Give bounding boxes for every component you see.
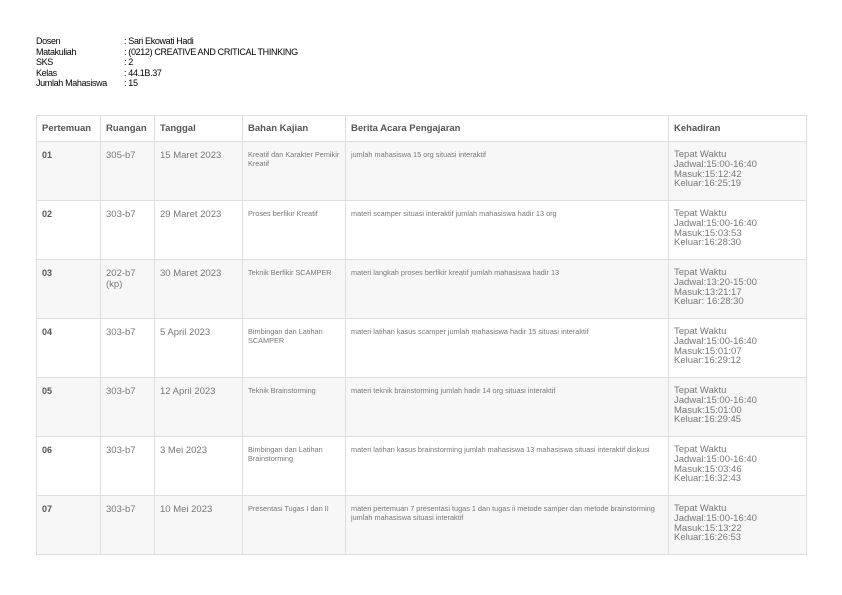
table-row — [37, 437, 807, 496]
pertemuan-text: 02 — [42, 209, 53, 219]
bahan-text: Teknik Berfikir SCAMPER — [248, 268, 332, 277]
kehadiran-masuk: Masuk:15:12:42 — [674, 168, 742, 180]
table-row — [37, 319, 807, 378]
berita-text: materi latihan kasus brainstorming jumlah mahasiswa 13 mahasiswa situasi interaktif diskusi — [351, 445, 650, 454]
sks-label: SKS — [36, 57, 53, 68]
cell-tanggal — [155, 378, 243, 437]
berita-text: materi scamper situasi interaktif jumlah mahasiswa hadir 13 org — [351, 209, 557, 218]
cell-tanggal — [155, 142, 243, 201]
cell-kehadiran — [669, 260, 807, 319]
matakuliah-value: : (0212) CREATIVE AND CRITICAL THINKING — [124, 46, 298, 57]
cell-berita-acara — [346, 260, 669, 319]
cell-berita-acara — [346, 201, 669, 260]
table-row — [37, 201, 807, 260]
jumlah-mahasiswa-label: Jumlah Mahasiswa — [36, 78, 107, 89]
kehadiran-status: Tepat Waktu — [674, 208, 727, 219]
cell-pertemuan — [37, 319, 101, 378]
kehadiran-masuk: Masuk:15:03:46 — [674, 463, 742, 475]
cell-ruangan — [101, 142, 155, 201]
cell-tanggal — [155, 437, 243, 496]
kehadiran-jadwal: Jadwal:15:00-16:40 — [674, 158, 757, 170]
kehadiran-jadwal: Jadwal:13:20-15:00 — [674, 276, 757, 288]
berita-text: materi latihan kasus scamper jumlah mahasiswa hadir 15 situasi interaktif — [351, 327, 589, 336]
cell-pertemuan — [37, 260, 101, 319]
kelas-label: Kelas — [36, 67, 57, 78]
kehadiran-keluar: Keluar: 16:28:30 — [674, 296, 744, 308]
cell-bahan-kajian — [243, 496, 346, 555]
cell-berita-acara — [346, 319, 669, 378]
cell-kehadiran — [669, 319, 807, 378]
info-row-dosen — [36, 36, 298, 47]
cell-berita-acara — [346, 378, 669, 437]
header-ruangan: Ruangan — [101, 116, 155, 142]
tanggal-text: 5 April 2023 — [160, 327, 211, 338]
table-row — [37, 496, 807, 555]
cell-ruangan — [101, 437, 155, 496]
berita-text: materi langkah proses berfikir kreatif jumlah mahasiswa hadir 13 — [351, 268, 560, 277]
cell-kehadiran — [669, 437, 807, 496]
kehadiran-masuk: Masuk:15:01:00 — [674, 404, 742, 416]
cell-bahan-kajian — [243, 319, 346, 378]
bahan-text: Bimbingan dan Latihan Brainstorming — [248, 445, 323, 464]
kehadiran-keluar: Keluar:16:26:53 — [674, 532, 742, 544]
kehadiran-status: Tepat Waktu — [674, 267, 727, 278]
cell-bahan-kajian — [243, 437, 346, 496]
tanggal-text: 30 Maret 2023 — [160, 268, 222, 279]
kehadiran-keluar: Keluar:16:29:45 — [674, 414, 742, 426]
kehadiran-status: Tepat Waktu — [674, 503, 727, 514]
info-row-kelas — [36, 68, 298, 79]
table-row — [37, 260, 807, 319]
table-row — [37, 142, 807, 201]
pertemuan-text: 04 — [42, 327, 53, 337]
kehadiran-status: Tepat Waktu — [674, 326, 727, 337]
cell-pertemuan — [37, 201, 101, 260]
ruangan-text: 303-b7 — [106, 504, 136, 515]
kehadiran-keluar: Keluar:16:29:12 — [674, 355, 742, 367]
tanggal-text: 15 Maret 2023 — [160, 150, 222, 161]
cell-pertemuan — [37, 378, 101, 437]
pertemuan-text: 03 — [42, 268, 53, 278]
kehadiran-status: Tepat Waktu — [674, 444, 727, 455]
bahan-text: Bimbingan dan Latihan SCAMPER — [248, 327, 323, 346]
kehadiran-jadwal: Jadwal:15:00-16:40 — [674, 453, 757, 465]
cell-berita-acara — [346, 437, 669, 496]
tanggal-text: 29 Maret 2023 — [160, 209, 222, 220]
kehadiran-masuk: Masuk:15:13:22 — [674, 522, 742, 534]
sks-value: : 2 — [124, 57, 133, 68]
cell-bahan-kajian — [243, 378, 346, 437]
cell-ruangan — [101, 319, 155, 378]
kelas-value: : 44.1B.37 — [124, 67, 162, 78]
cell-ruangan — [101, 378, 155, 437]
dosen-label: Dosen — [36, 36, 61, 46]
cell-tanggal — [155, 319, 243, 378]
tanggal-text: 3 Mei 2023 — [160, 445, 208, 456]
cell-kehadiran — [669, 201, 807, 260]
kehadiran-status: Tepat Waktu — [674, 385, 727, 396]
matakuliah-label: Matakuliah — [36, 46, 77, 57]
cell-kehadiran — [669, 142, 807, 201]
info-row-sks — [36, 57, 298, 68]
pertemuan-text: 05 — [42, 386, 53, 396]
kehadiran-jadwal: Jadwal:15:00-16:40 — [674, 335, 757, 347]
cell-ruangan — [101, 260, 155, 319]
cell-tanggal — [155, 201, 243, 260]
pertemuan-text: 07 — [42, 504, 53, 514]
cell-ruangan — [101, 496, 155, 555]
cell-bahan-kajian — [243, 201, 346, 260]
cell-ruangan — [101, 201, 155, 260]
pertemuan-text: 06 — [42, 445, 53, 455]
header-berita-acara: Berita Acara Pengajaran — [346, 116, 669, 142]
table-header-row — [37, 116, 807, 142]
cell-kehadiran — [669, 496, 807, 555]
cell-berita-acara — [346, 496, 669, 555]
tanggal-text: 12 April 2023 — [160, 386, 216, 397]
berita-text: materi teknik brainstorming jumlah hadir 14 org situasi interaktif — [351, 386, 556, 395]
berita-text: materi pertemuan 7 presentasi tugas 1 dan tugas ii metode samper dan metode brainstorming jumlah mahasiswa situasi interaktif — [351, 504, 655, 523]
kehadiran-jadwal: Jadwal:15:00-16:40 — [674, 512, 757, 524]
bahan-text: Proses berfikir Kreatif — [248, 209, 318, 218]
cell-kehadiran — [669, 378, 807, 437]
header-kehadiran: Kehadiran — [669, 116, 807, 142]
cell-pertemuan — [37, 496, 101, 555]
cell-bahan-kajian — [243, 142, 346, 201]
tanggal-text: 10 Mei 2023 — [160, 504, 213, 515]
ruangan-text: 303-b7 — [106, 327, 136, 338]
kehadiran-jadwal: Jadwal:15:00-16:40 — [674, 217, 757, 229]
kehadiran-keluar: Keluar:16:28:30 — [674, 237, 742, 249]
bahan-text: Teknik Brainstorming — [248, 386, 316, 395]
attendance-table — [36, 115, 807, 555]
dosen-value: : Sari Ekowati Hadi — [124, 36, 194, 46]
header-tanggal: Tanggal — [155, 116, 243, 142]
table-row — [37, 378, 807, 437]
kehadiran-status: Tepat Waktu — [674, 149, 727, 160]
berita-text: jumlah mahasiswa 15 org situasi interaktif — [351, 150, 487, 159]
cell-berita-acara — [346, 142, 669, 201]
cell-pertemuan — [37, 437, 101, 496]
kehadiran-masuk: Masuk:13:21:17 — [674, 286, 742, 298]
kehadiran-jadwal: Jadwal:15:00-16:40 — [674, 394, 757, 406]
info-row-matakuliah — [36, 47, 298, 58]
kehadiran-keluar: Keluar:16:25:19 — [674, 178, 742, 190]
course-info — [36, 36, 298, 89]
cell-bahan-kajian — [243, 260, 346, 319]
bahan-text: Presentasi Tugas I dan II — [248, 504, 329, 513]
info-row-jumlah-mahasiswa — [36, 78, 298, 89]
ruangan-text: 303-b7 — [106, 209, 136, 220]
bahan-text: Kreatif dan Karakter Pemikir Kreatif — [248, 150, 340, 169]
jumlah-mahasiswa-value: : 15 — [124, 78, 138, 89]
header-bahan-kajian: Bahan Kajian — [243, 116, 346, 142]
header-pertemuan: Pertemuan — [37, 116, 101, 142]
ruangan-text: 305-b7 — [106, 150, 136, 161]
cell-tanggal — [155, 260, 243, 319]
kehadiran-keluar: Keluar:16:32:43 — [674, 473, 742, 485]
kehadiran-masuk: Masuk:15:03:53 — [674, 227, 742, 239]
cell-tanggal — [155, 496, 243, 555]
pertemuan-text: 01 — [42, 150, 53, 160]
kehadiran-masuk: Masuk:15:01:07 — [674, 345, 742, 357]
ruangan-text: 303-b7 — [106, 445, 136, 456]
cell-pertemuan — [37, 142, 101, 201]
ruangan-text: 202-b7 (kp) — [106, 268, 136, 290]
ruangan-text: 303-b7 — [106, 386, 136, 397]
